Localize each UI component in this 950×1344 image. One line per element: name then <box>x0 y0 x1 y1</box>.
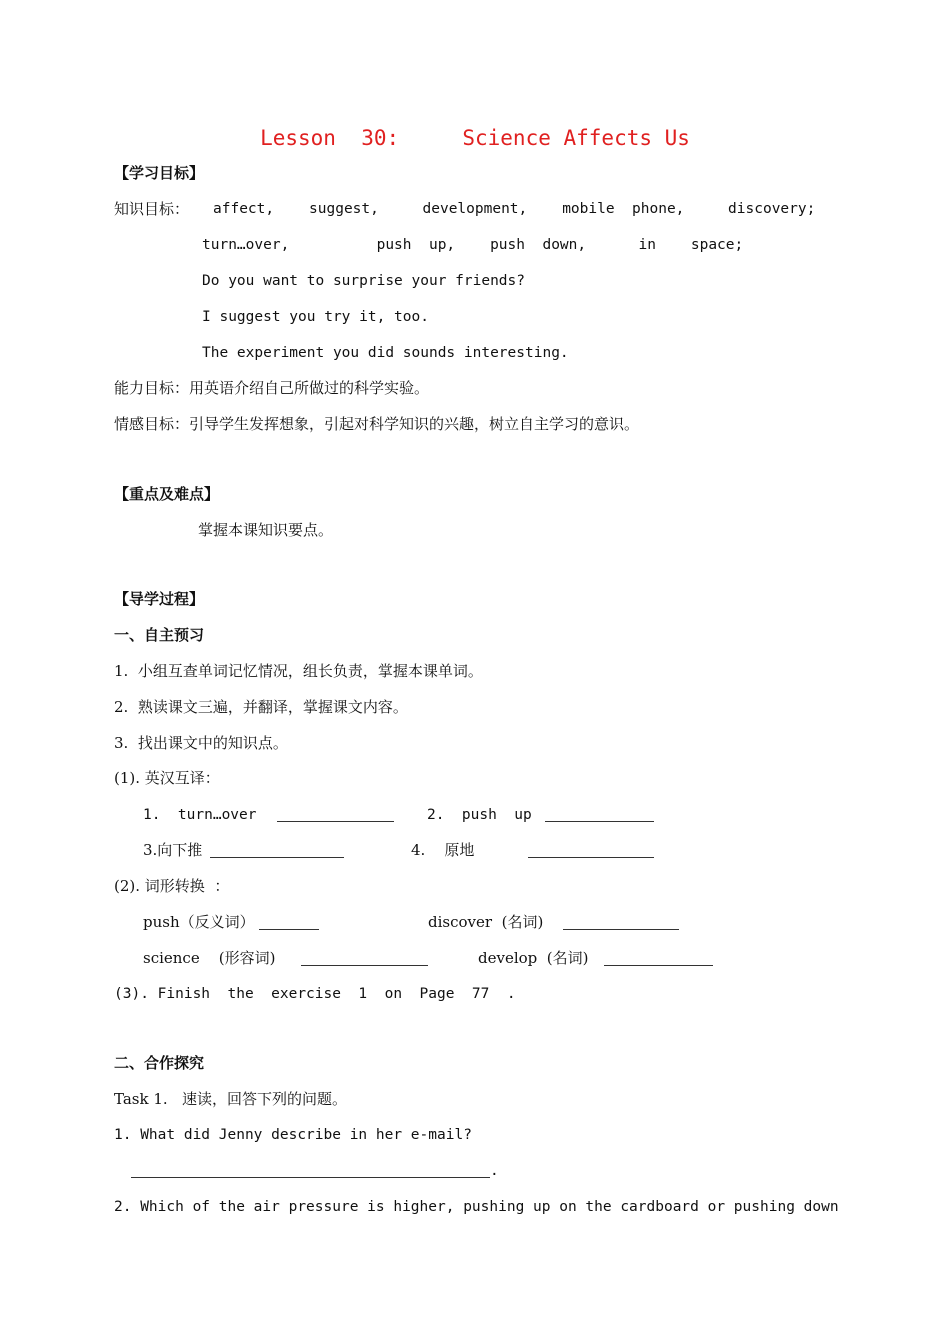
translate-item-4: 4. 原地 <box>411 841 475 859</box>
exercise-instruction: (3). Finish the exercise 1 on Page 77 . <box>114 986 516 1002</box>
answer-blank[interactable] <box>277 807 394 822</box>
answer-blank[interactable] <box>528 843 654 858</box>
answer-blank[interactable] <box>545 807 654 822</box>
answer-blank[interactable] <box>563 915 679 930</box>
answer-blank[interactable] <box>604 951 713 966</box>
key-points-header: 【重点及难点】 <box>114 485 220 503</box>
preview-item-2: 2. 熟读课文三遍，并翻译，掌握课文内容。 <box>114 698 408 716</box>
translation-label: (1). 英汉互译： <box>114 769 220 787</box>
task-1: Task 1. 速读，回答下列的问题。 <box>114 1090 347 1108</box>
word-form-label: (2). 词形转换 ： <box>114 877 230 895</box>
answer-blank[interactable] <box>131 1163 490 1178</box>
word-form-science: science (形容词) <box>143 949 276 967</box>
knowledge-goal-label: 知识目标： <box>114 200 190 218</box>
translate-item-3: 3.向下推 <box>143 841 203 859</box>
preview-item-1: 1. 小组互查单词记忆情况，组长负责，掌握本课单词。 <box>114 662 483 680</box>
answer-blank[interactable] <box>259 915 319 930</box>
section-cooperative: 二、合作探究 <box>114 1054 205 1072</box>
answer-blank[interactable] <box>210 843 344 858</box>
question-1: 1. What did Jenny describe in her e-mail? <box>114 1127 472 1143</box>
goals-header: 【学习目标】 <box>114 164 205 182</box>
lesson-title: Lesson 30: Science Affects Us <box>260 126 690 150</box>
word-form-discover: discover (名词) <box>428 913 544 931</box>
answer-blank[interactable] <box>301 951 428 966</box>
translate-item-2: 2. push up <box>427 807 532 823</box>
translate-item-1: 1. turn…over <box>143 807 257 823</box>
ability-goal: 能力目标：用英语介绍自己所做过的科学实验。 <box>114 379 430 397</box>
emotion-goal: 情感目标：引导学生发挥想象，引起对科学知识的兴趣，树立自主学习的意识。 <box>114 415 640 433</box>
question-2: 2. Which of the air pressure is higher, pushing up on the cardboard or pushing down <box>114 1199 839 1215</box>
sentence-2: I suggest you try it, too. <box>202 309 429 325</box>
question-1-period: . <box>490 1163 499 1179</box>
sentence-1: Do you want to surprise your friends? <box>202 273 526 289</box>
vocab-line-1: affect, suggest, development, mobile phone, discovery; <box>213 201 816 217</box>
key-points-text: 掌握本课知识要点。 <box>198 521 334 539</box>
word-form-develop: develop (名词) <box>478 949 589 967</box>
process-header: 【导学过程】 <box>114 590 205 608</box>
preview-item-3: 3. 找出课文中的知识点。 <box>114 734 288 752</box>
sentence-3: The experiment you did sounds interesting. <box>202 345 569 361</box>
section-self-study: 一、自主预习 <box>114 626 205 644</box>
word-form-push: push（反义词） <box>143 913 255 931</box>
vocab-line-2: turn…over, push up, push down, in space; <box>202 237 744 253</box>
